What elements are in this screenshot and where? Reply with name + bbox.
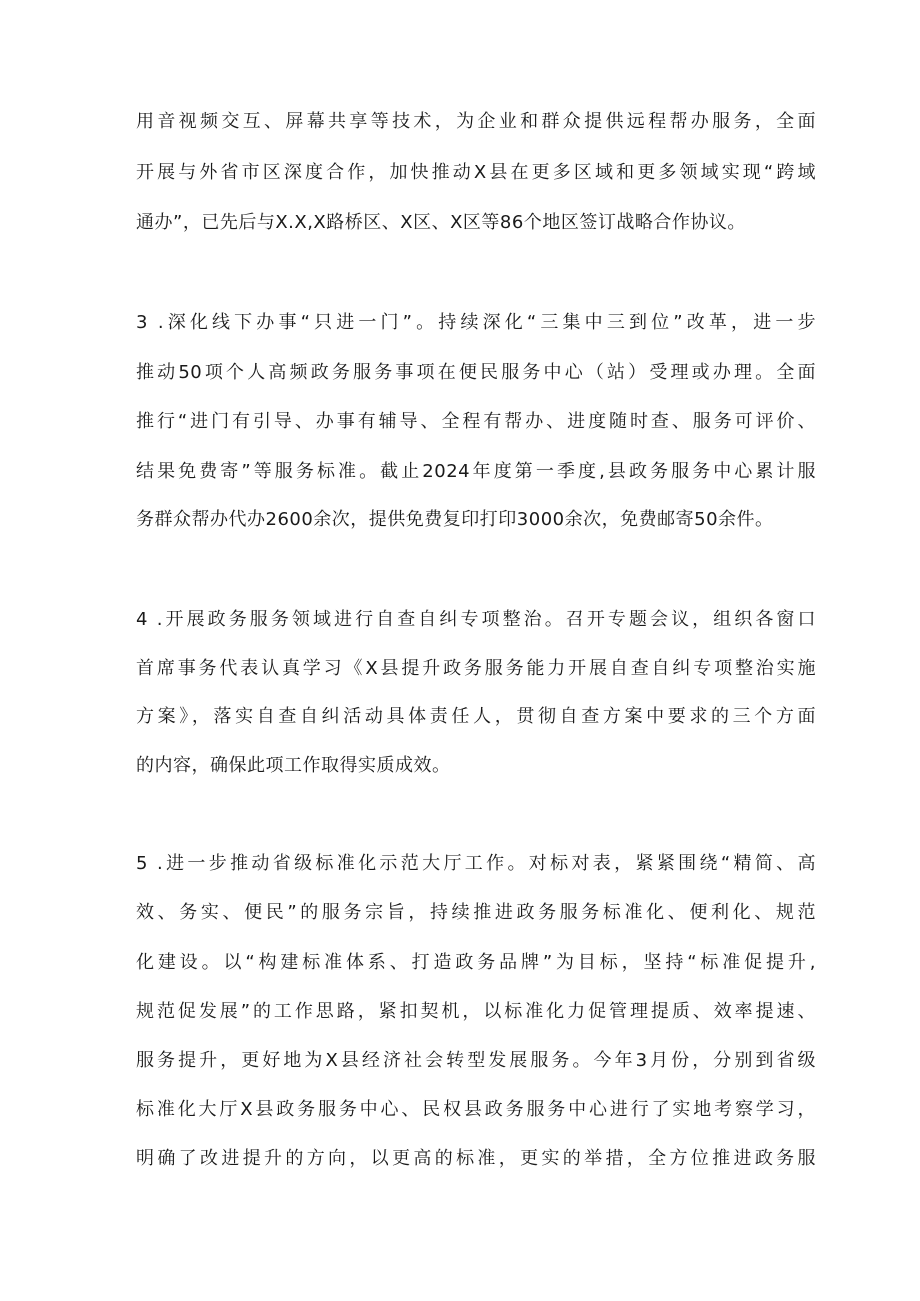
- text-line: 推动50项个人高频政务服务事项在便民服务中心（站）受理或办理。全面: [136, 362, 816, 383]
- text-line: 结果免费寄”等服务标准。截止2024年度第一季度,县政务服务中心累计服: [136, 461, 816, 482]
- text-line: 务群众帮办代办2600余次，提供免费复印打印3000余次，免费邮寄50余件。: [136, 509, 774, 530]
- text-line: 服务提升，更好地为X县经济社会转型发展服务。今年3月份，分别到省级: [136, 1050, 816, 1071]
- text-line: 通办”，已先后与X.X,X路桥区、X区、X区等86个地区签订战略合作协议。: [136, 212, 746, 233]
- text-line: 化建设。以“构建标准体系、打造政务品牌”为目标，坚持“标准促提升,: [136, 952, 816, 973]
- text-line: 5 .进一步推动省级标准化示范大厅工作。对标对表，紧紧围绕“精简、高: [136, 853, 816, 874]
- text-line: 规范促发展”的工作思路，紧扣契机，以标准化力促管理提质、效率提速、: [136, 1001, 816, 1022]
- text-line: 方案》，落实自查自纠活动具体责任人，贯彻自查方案中要求的三个方面: [136, 706, 816, 727]
- text-line: 用音视频交互、屏幕共享等技术，为企业和群众提供远程帮办服务，全面: [136, 111, 816, 132]
- text-line: 推行“进门有引导、办事有辅导、全程有帮办、进度随时查、服务可评价、: [136, 411, 816, 432]
- text-line: 效、务实、便民”的服务宗旨，持续推进政务服务标准化、便利化、规范: [136, 902, 816, 923]
- text-line: 的内容，确保此项工作取得实质成效。: [136, 755, 451, 776]
- text-line: 4 .开展政务服务领域进行自查自纠专项整治。召开专题会议，组织各窗口: [136, 609, 816, 630]
- text-line: 开展与外省市区深度合作，加快推动X县在更多区域和更多领域实现“跨域: [136, 162, 816, 183]
- text-line: 首席事务代表认真学习《X县提升政务服务能力开展自查自纠专项整治实施: [136, 658, 816, 679]
- text-line: 明确了改进提升的方向，以更高的标准，更实的举措，全方位推进政务服: [136, 1148, 816, 1169]
- text-line: 3 .深化线下办事“只进一门”。持续深化“三集中三到位”改革，进一步: [136, 312, 816, 333]
- text-line: 标准化大厅X县政务服务中心、民权县政务服务中心进行了实地考察学习，: [136, 1099, 816, 1120]
